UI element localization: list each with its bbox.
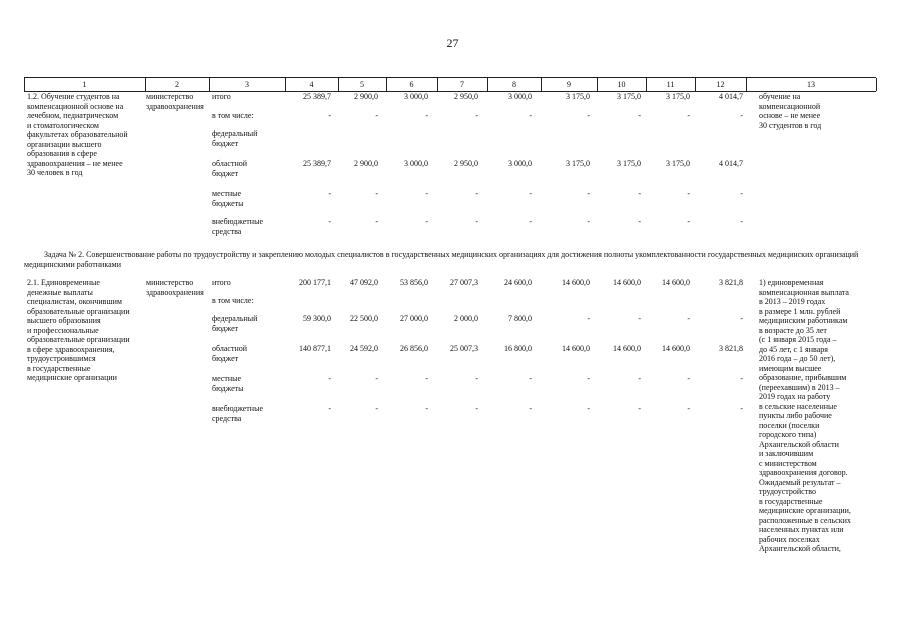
value-cell: 2 950,0 — [454, 92, 478, 101]
expected-result-line: рабочих поселках — [759, 534, 820, 544]
value-cell: 3 821,8 — [719, 278, 743, 287]
value-cell: - — [328, 404, 331, 413]
value-cell: 200 177,1 — [299, 278, 331, 287]
value-cell: 27 000,0 — [400, 314, 428, 323]
value-cell: - — [687, 217, 690, 226]
item-name-line: в сфере здравоохранения, — [27, 344, 115, 354]
expected-result-line: основе – не менее — [759, 111, 821, 120]
header-divider — [876, 78, 877, 91]
funding-source-label-line: итого — [212, 92, 231, 101]
executor — [146, 92, 204, 111]
expected-result-line: в размере 1 млн. рублей — [759, 306, 841, 316]
executor — [146, 278, 204, 297]
expected-result-line: с министерством — [759, 458, 817, 468]
value-cell: 3 175,0 — [666, 159, 690, 168]
funding-source-label — [212, 278, 231, 288]
funding-source-label — [212, 344, 247, 363]
value-cell: - — [740, 374, 743, 383]
funding-source-label — [212, 92, 231, 102]
expected-result-line: расположенные в сельских — [759, 515, 851, 525]
value-cell: - — [475, 374, 478, 383]
expected-result-line: имеющим высшее — [759, 363, 822, 373]
value-cell: - — [375, 374, 378, 383]
funding-source-label-line: бюджет — [212, 138, 239, 148]
value-cell: - — [687, 374, 690, 383]
funding-source-label-line: бюджет — [212, 353, 239, 363]
value-cell: - — [587, 217, 590, 226]
header-divider — [145, 78, 146, 91]
value-cell: - — [425, 111, 428, 120]
value-cell: - — [638, 217, 641, 226]
value-cell: - — [328, 217, 331, 226]
funding-source-label-line: местные — [212, 374, 242, 383]
header-divider — [746, 78, 747, 91]
value-cell: - — [687, 404, 690, 413]
expected-result-line: в сельские населенные — [759, 401, 837, 411]
header-col-9: 9 — [567, 80, 571, 89]
value-cell: - — [740, 189, 743, 198]
value-cell: - — [740, 314, 743, 323]
item-name — [27, 92, 128, 178]
header-divider — [695, 78, 696, 91]
value-cell: 25 389,7 — [303, 159, 331, 168]
value-cell: 3 175,0 — [617, 92, 641, 101]
value-cell: - — [475, 217, 478, 226]
value-cell: - — [638, 314, 641, 323]
value-cell: - — [687, 111, 690, 120]
value-cell: 14 600,0 — [613, 278, 641, 287]
funding-source-label — [212, 404, 263, 423]
item-name-line: образования в сфере — [27, 149, 97, 158]
expected-result-line: здравоохранения договор. — [759, 468, 848, 477]
funding-source-label — [212, 129, 257, 148]
funding-source-label — [212, 217, 263, 236]
expected-result-line: трудоустройство — [759, 487, 816, 496]
page-number: 27 — [446, 36, 459, 50]
value-cell: - — [529, 217, 532, 226]
expected-result-line: (переехавшим) в 2013 – — [759, 382, 840, 392]
value-cell: 14 600,0 — [662, 278, 690, 287]
funding-source-label — [212, 296, 254, 306]
funding-source-label-line: итого — [212, 278, 231, 287]
expected-result-line: компенсационная выплата — [759, 287, 849, 297]
funding-source-label-line: внебюджетные — [212, 404, 263, 413]
value-cell: - — [687, 189, 690, 198]
expected-result-line: Архангельской области — [759, 439, 839, 449]
value-cell: - — [328, 189, 331, 198]
value-cell: - — [587, 189, 590, 198]
expected-result-line: пункты либо рабочие — [759, 411, 832, 420]
value-cell: 7 800,0 — [508, 314, 532, 323]
executor-line: министерство — [146, 278, 194, 287]
expected-result-line: и заключившим — [759, 449, 814, 458]
header-col-6: 6 — [409, 80, 414, 89]
item-name-line: 30 человек в год — [27, 168, 83, 177]
expected-result-line: Ожидаемый результат – — [759, 477, 841, 487]
item-name-line: лечебном, педиатрическом — [27, 111, 119, 120]
item-name-line: в государственные — [27, 363, 91, 373]
expected-result-line: в 2013 – 2019 годах — [759, 297, 826, 306]
expected-result-line: до 45 лет, с 1 января — [759, 344, 828, 354]
expected-result-line: населенных пунктах или — [759, 525, 844, 534]
value-cell: 59 300,0 — [303, 314, 331, 323]
value-cell: - — [587, 404, 590, 413]
value-cell: - — [740, 404, 743, 413]
expected-result-line: (с 1 января 2015 года – — [759, 335, 837, 344]
expected-result-line: медицинским работникам — [759, 316, 848, 325]
funding-source-label — [212, 374, 244, 393]
value-cell: 14 600,0 — [613, 344, 641, 353]
expected-result-line: Архангельской области, — [759, 544, 841, 553]
funding-source-label-line: федеральный — [212, 129, 258, 138]
funding-source-label-line: местные — [212, 189, 242, 198]
header-col-12: 12 — [716, 80, 725, 89]
expected-result-line: образование, прибывшим — [759, 373, 847, 382]
value-cell: - — [425, 404, 428, 413]
funding-source-label-line: внебюджетные — [212, 217, 263, 226]
value-cell: - — [475, 111, 478, 120]
value-cell: 2 900,0 — [354, 92, 378, 101]
expected-result-line: поселки (поселки — [759, 420, 820, 430]
header-col-1: 1 — [82, 80, 87, 89]
item-name-line: медицинские организации — [27, 373, 117, 382]
header-col-3: 3 — [245, 80, 249, 89]
item-name-line: образовательные организации — [27, 306, 130, 316]
funding-source-label-line: в том числе: — [212, 111, 254, 120]
value-cell: - — [587, 314, 590, 323]
expected-result-line: компенсационной — [759, 101, 821, 111]
header-divider — [646, 78, 647, 91]
value-cell: - — [375, 189, 378, 198]
header-col-11: 11 — [666, 80, 675, 89]
table-header-row — [24, 77, 876, 92]
value-cell: - — [638, 189, 641, 198]
header-col-7: 7 — [460, 80, 464, 89]
value-cell: 14 600,0 — [662, 344, 690, 353]
value-cell: 3 175,0 — [566, 159, 590, 168]
value-cell: 22 500,0 — [350, 314, 378, 323]
executor-line: здравоохранения — [146, 287, 204, 297]
value-cell: 3 000,0 — [404, 159, 428, 168]
funding-source-label-line: бюджет — [212, 323, 239, 333]
value-cell: 24 592,0 — [350, 344, 378, 353]
header-divider — [209, 78, 210, 91]
value-cell: 4 014,7 — [719, 92, 743, 101]
value-cell: 140 877,1 — [299, 344, 331, 353]
value-cell: - — [587, 111, 590, 120]
item-name-line: 1.2. Обучение студентов на — [27, 92, 120, 101]
value-cell: 27 007,3 — [450, 278, 478, 287]
funding-source-label-line: областной — [212, 159, 248, 168]
value-cell: 16 800,0 — [504, 344, 532, 353]
value-cell: - — [425, 374, 428, 383]
funding-source-label-line: бюджеты — [212, 198, 244, 208]
funding-source-label-line: федеральный — [212, 314, 258, 323]
header-divider — [487, 78, 488, 91]
funding-source-label — [212, 111, 254, 121]
value-cell: 26 856,0 — [400, 344, 428, 353]
value-cell: 2 950,0 — [454, 159, 478, 168]
value-cell: - — [638, 374, 641, 383]
value-cell: 2 900,0 — [354, 159, 378, 168]
funding-source-label-line: в том числе: — [212, 296, 254, 305]
header-col-10: 10 — [617, 80, 626, 89]
value-cell: 25 007,3 — [450, 344, 478, 353]
header-col-13: 13 — [807, 80, 815, 89]
header-divider — [386, 78, 387, 91]
value-cell: 3 175,0 — [666, 92, 690, 101]
expected-result-line: 2016 года – до 50 лет), — [759, 354, 836, 363]
value-cell: 3 175,0 — [566, 92, 590, 101]
expected-result-line: обучение на — [759, 92, 801, 101]
item-name-line: и стоматологическом — [27, 120, 99, 130]
value-cell: - — [687, 314, 690, 323]
value-cell: - — [638, 404, 641, 413]
expected-result-line: 1) единовременная — [759, 278, 824, 287]
expected-result-line: в возрасте до 35 лет — [759, 325, 827, 335]
item-name-line: организации высшего — [27, 139, 102, 149]
value-cell: - — [529, 404, 532, 413]
value-cell: - — [475, 404, 478, 413]
funding-source-label — [212, 159, 247, 178]
value-cell: - — [740, 217, 743, 226]
header-divider — [285, 78, 286, 91]
value-cell: 4 014,7 — [719, 159, 743, 168]
item-name-line: специалистам, окончившим — [27, 297, 122, 306]
value-cell: - — [529, 374, 532, 383]
value-cell: - — [475, 189, 478, 198]
funding-source-label-line: средства — [212, 413, 242, 423]
item-name-line: образовательные организации — [27, 335, 130, 344]
value-cell: - — [375, 404, 378, 413]
expected-result-line: 30 студентов в год — [759, 120, 822, 130]
value-cell: - — [425, 217, 428, 226]
expected-result-line: городского типа) — [759, 430, 817, 439]
value-cell: 24 600,0 — [504, 278, 532, 287]
value-cell: - — [375, 217, 378, 226]
value-cell: 53 856,0 — [400, 278, 428, 287]
expected-result-line: медицинские организации, — [759, 506, 851, 515]
item-name-line: факультетах образовательной — [27, 130, 128, 139]
header-divider — [437, 78, 438, 91]
value-cell: 14 600,0 — [562, 344, 590, 353]
item-name-line: компенсационной основе на — [27, 101, 124, 111]
expected-result-line: 2019 годах на работу — [759, 392, 831, 401]
value-cell: - — [638, 111, 641, 120]
funding-source-label-line: бюджет — [212, 168, 239, 178]
value-cell: 3 175,0 — [617, 159, 641, 168]
value-cell: - — [529, 189, 532, 198]
funding-source-label-line: средства — [212, 226, 242, 236]
executor-line: министерство — [146, 92, 194, 101]
header-col-4: 4 — [309, 80, 314, 89]
expected-result — [759, 92, 821, 130]
value-cell: - — [529, 111, 532, 120]
item-name-line: и профессиональные — [27, 325, 99, 335]
item-name-line: здравоохранения – не менее — [27, 158, 123, 168]
value-cell: 25 389,7 — [303, 92, 331, 101]
header-divider — [597, 78, 598, 91]
header-divider — [24, 78, 25, 91]
header-divider — [338, 78, 339, 91]
item-name-line: высшего образования — [27, 316, 101, 325]
item-name-line: денежные выплаты — [27, 287, 93, 297]
expected-result-line: в государственные — [759, 496, 823, 506]
value-cell: - — [375, 111, 378, 120]
funding-source-label — [212, 189, 244, 208]
value-cell: 2 000,0 — [454, 314, 478, 323]
item-name-line: трудоустроившимся — [27, 354, 96, 363]
value-cell: 14 600,0 — [562, 278, 590, 287]
header-col-5: 5 — [360, 80, 364, 89]
value-cell: 47 092,0 — [350, 278, 378, 287]
header-col-8: 8 — [512, 80, 516, 89]
funding-source-label — [212, 314, 257, 333]
value-cell: - — [587, 374, 590, 383]
funding-source-label-line: областной — [212, 344, 248, 353]
value-cell: - — [425, 189, 428, 198]
task-2-heading: Задача № 2. Совершенствование работы по трудоустройству и закреплению молодых специалистов в государственных медицинских организациях для достижения полноты укомплектованности государственных медицинских организаций медицинскими работниками — [24, 250, 859, 269]
header-divider — [541, 78, 542, 91]
executor-line: здравоохранения — [146, 101, 204, 111]
value-cell: 3 821,8 — [719, 344, 743, 353]
value-cell: - — [328, 374, 331, 383]
item-name-line: 2.1. Единовременные — [27, 278, 100, 287]
value-cell: 3 000,0 — [508, 159, 532, 168]
expected-result — [759, 278, 851, 554]
item-name — [27, 278, 130, 383]
header-col-2: 2 — [175, 80, 179, 89]
value-cell: - — [740, 111, 743, 120]
funding-source-label-line: бюджеты — [212, 383, 244, 393]
value-cell: - — [328, 111, 331, 120]
value-cell: 3 000,0 — [404, 92, 428, 101]
value-cell: 3 000,0 — [508, 92, 532, 101]
